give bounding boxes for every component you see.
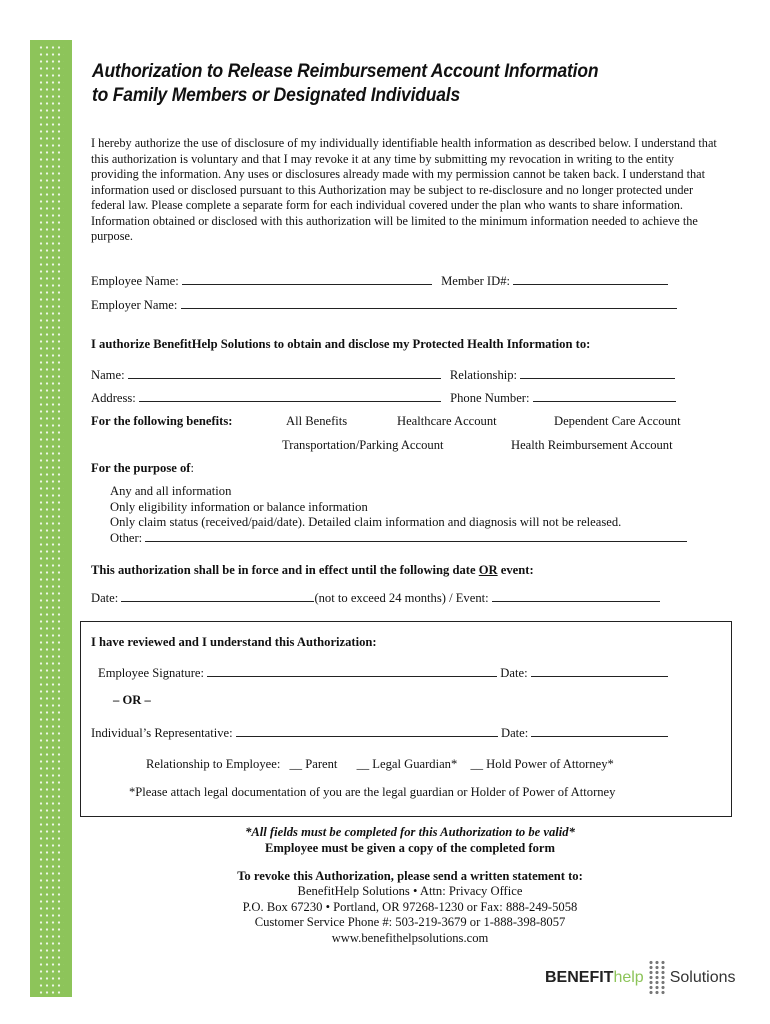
benefit-option-all[interactable]: All Benefits bbox=[286, 414, 348, 428]
signature-date-field[interactable] bbox=[531, 665, 668, 677]
relationship-to-employee-row bbox=[146, 756, 614, 772]
employee-name-row bbox=[91, 273, 668, 289]
authorize-heading: I authorize BenefitHelp Solutions to obtain and disclose my Protected Health Information to: bbox=[91, 337, 591, 351]
benefithelp-logo: BENEFIThelp Solutions bbox=[545, 960, 736, 996]
employee-signature-field[interactable] bbox=[207, 665, 497, 677]
purpose-option-any[interactable]: Any and all information bbox=[110, 484, 232, 498]
relationship-field[interactable] bbox=[520, 367, 675, 379]
relationship-label: Relationship: bbox=[449, 368, 518, 382]
employer-name-label: Employer Name: bbox=[91, 298, 178, 312]
purpose-option-other[interactable]: Other: bbox=[91, 530, 687, 546]
benefit-option-healthcare[interactable]: Healthcare Account bbox=[397, 414, 497, 428]
legal-documentation-note: *Please attach legal documentation of you are the legal guardian or Holder of Power of Attorney bbox=[129, 785, 616, 799]
required-fields-note: *All fields must be completed for this Authorization to be valid* bbox=[245, 825, 575, 839]
representative-row bbox=[91, 725, 668, 741]
employee-name-field[interactable] bbox=[182, 273, 432, 285]
relationship-parent-option[interactable]: __ Parent bbox=[289, 757, 338, 771]
duration-row bbox=[91, 590, 660, 606]
purpose-heading: For the purpose of: bbox=[91, 461, 194, 475]
purpose-option-eligibility[interactable]: Only eligibility information or balance information bbox=[110, 500, 368, 514]
copy-note: Employee must be given a copy of the completed form bbox=[265, 841, 555, 855]
employee-signature-row bbox=[98, 665, 668, 681]
customer-service-phone: Customer Service Phone #: 503-219-3679 or 1-888-398-8057 bbox=[254, 915, 566, 929]
member-id-label: Member ID#: bbox=[441, 274, 510, 288]
phone-field[interactable] bbox=[533, 390, 676, 402]
address-line-1: BenefitHelp Solutions • Attn: Privacy Office bbox=[297, 884, 523, 898]
review-heading: I have reviewed and I understand this Authorization: bbox=[91, 635, 377, 649]
address-label: Address: bbox=[91, 391, 136, 405]
address-line-2: P.O. Box 67230 • Portland, OR 97268-1230 or Fax: 888-249-5058 bbox=[242, 900, 578, 914]
duration-date-label: Date: bbox=[91, 591, 119, 605]
or-separator: – OR – bbox=[113, 693, 151, 707]
not-exceed-label: (not to exceed 24 months) / Event: bbox=[314, 591, 489, 605]
address-field[interactable] bbox=[139, 390, 441, 402]
relationship-poa-option[interactable]: __ Hold Power of Attorney* bbox=[470, 757, 614, 771]
duration-heading: This authorization shall be in force and in effect until the following date OR event: bbox=[91, 563, 534, 577]
revoke-heading: To revoke this Authorization, please send a written statement to: bbox=[237, 869, 583, 883]
recipient-address-row bbox=[91, 390, 676, 406]
signature-date-label: Date: bbox=[500, 666, 528, 680]
representative-date-label: Date: bbox=[500, 726, 529, 740]
logo-dots-icon bbox=[648, 960, 666, 996]
relationship-guardian-option[interactable]: __ Legal Guardian* bbox=[356, 757, 458, 771]
benefit-option-hra[interactable]: Health Reimbursement Account bbox=[511, 438, 673, 452]
representative-label: Individual’s Representative: bbox=[91, 726, 233, 740]
recipient-name-label: Name: bbox=[91, 368, 125, 382]
benefit-option-dependent-care[interactable]: Dependent Care Account bbox=[554, 414, 681, 428]
purpose-option-claim-status[interactable]: Only claim status (received/paid/date). Detailed claim information and diagnosis will not be released. bbox=[110, 515, 622, 529]
purpose-other-field[interactable] bbox=[145, 530, 687, 542]
employer-name-row bbox=[91, 297, 677, 313]
page-title bbox=[92, 60, 598, 108]
employee-name-label: Employee Name: bbox=[91, 274, 179, 288]
benefit-option-transportation[interactable]: Transportation/Parking Account bbox=[282, 438, 444, 452]
event-field[interactable] bbox=[492, 590, 660, 602]
benefits-label: For the following benefits: bbox=[91, 414, 233, 428]
representative-date-field[interactable] bbox=[531, 725, 668, 737]
recipient-name-row bbox=[91, 367, 675, 383]
title-line-1: Authorization to Release Reimbursement Account Information bbox=[92, 61, 599, 82]
recipient-name-field[interactable] bbox=[128, 367, 441, 379]
decorative-sidebar-bar bbox=[30, 40, 72, 997]
member-id-field[interactable] bbox=[513, 273, 668, 285]
intro-paragraph: I hereby authorize the use of disclosure of my individually identifiable health information as described below. I understand that this authorization is voluntary and that I may revoke it at any time by submitting my revocation in writing to the entity providing the information. Any uses or disclosures already made with my permission cannot be taken back. I understand that information used or disclosed pursuant to this Authorization may be subject to re-disclosure and no longer protected under federal law. Please complete a separate form for each individual covered under the plan who wants to share information. Information obtained or disclosed with this authorization will be limited to the minimum information needed to achieve the purpose. bbox=[91, 136, 717, 243]
title-line-2: to Family Members or Designated Individuals bbox=[92, 85, 460, 106]
website: www.benefithelpsolutions.com bbox=[331, 931, 489, 945]
representative-field[interactable] bbox=[236, 725, 498, 737]
employer-name-field[interactable] bbox=[181, 297, 677, 309]
phone-label: Phone Number: bbox=[450, 391, 530, 405]
duration-date-field[interactable] bbox=[121, 590, 314, 602]
relationship-to-employee-label: Relationship to Employee: bbox=[146, 757, 281, 771]
dot-pattern bbox=[38, 44, 64, 994]
signature-label: Employee Signature: bbox=[98, 666, 204, 680]
